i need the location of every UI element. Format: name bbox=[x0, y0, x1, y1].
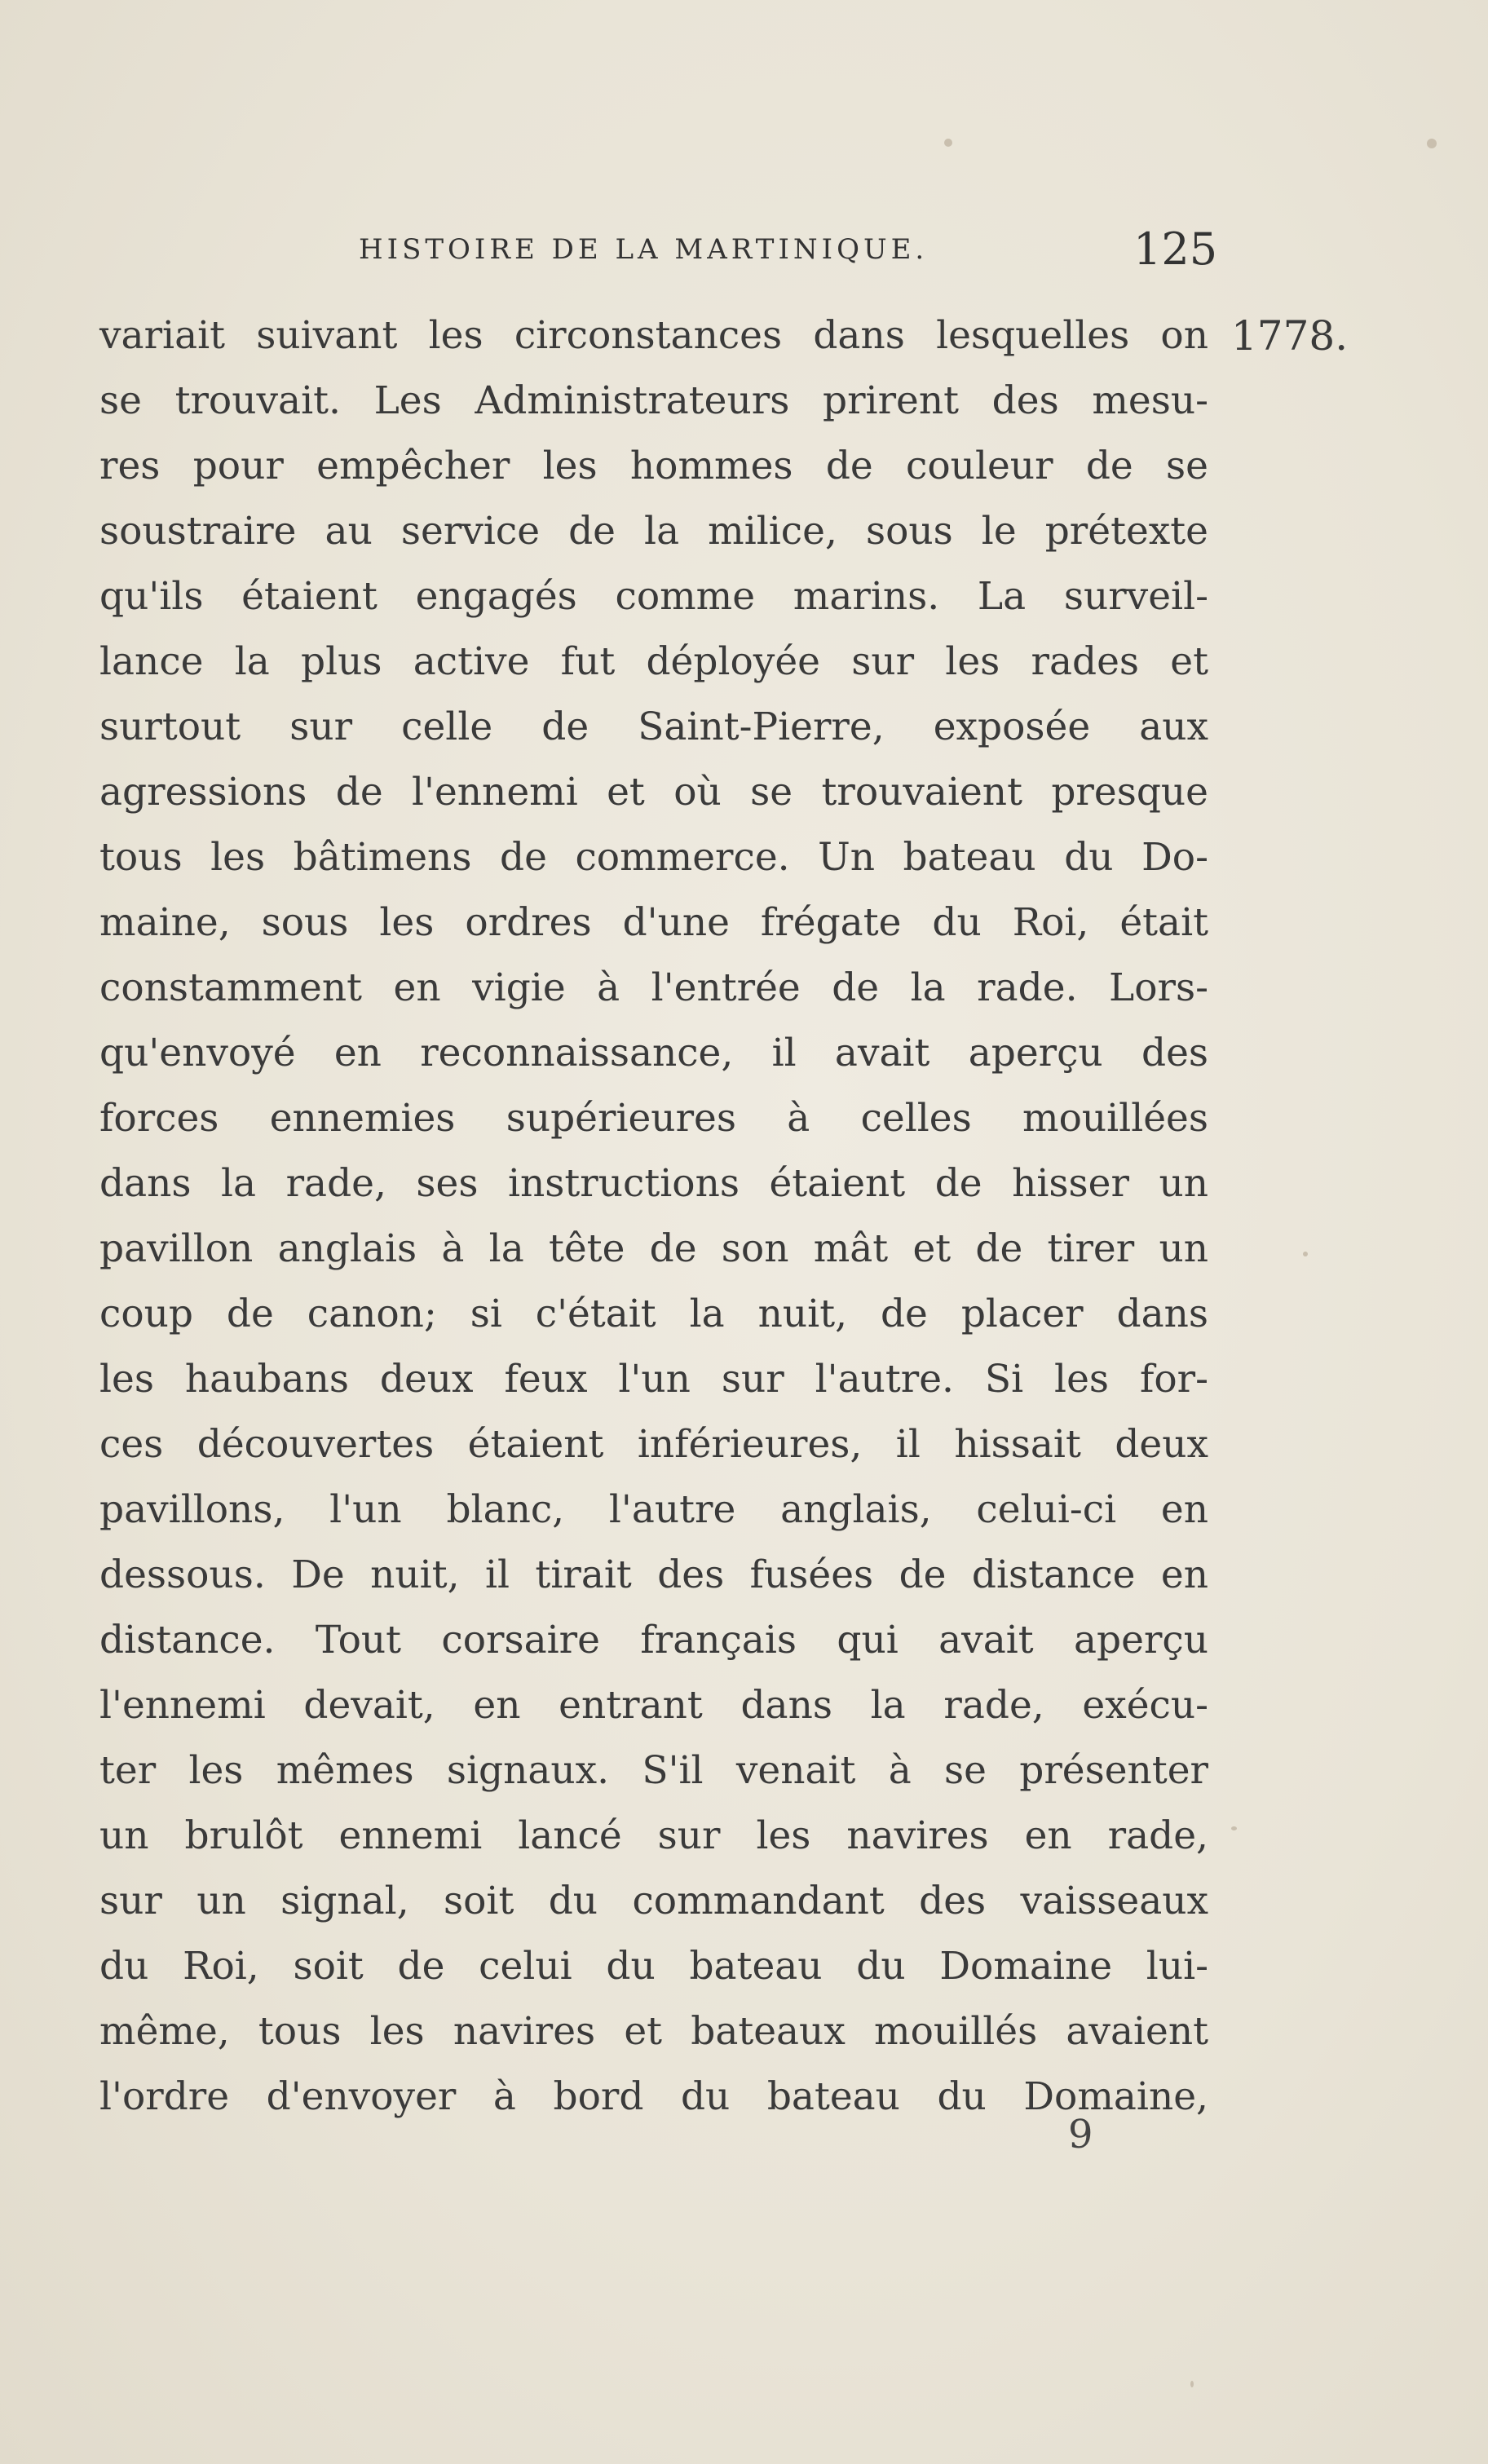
text-line: constamment en vigie à l'entrée de la rade. Lors- bbox=[99, 965, 1208, 1010]
text-line: coup de canon; si c'était la nuit, de placer dans bbox=[99, 1292, 1208, 1336]
text-line: lance la plus active fut déployée sur les rades et bbox=[99, 639, 1208, 684]
text-line: qu'envoyé en reconnaissance, il avait aperçu des bbox=[99, 1031, 1208, 1075]
text-line: pavillon anglais à la tête de son mât et de tirer un bbox=[99, 1226, 1208, 1271]
text-line: pavillons, l'un blanc, l'autre anglais, celui-ci en bbox=[99, 1487, 1208, 1532]
text-line: un brulôt ennemi lancé sur les navires en rade, bbox=[99, 1813, 1208, 1858]
paper-speck bbox=[1427, 139, 1437, 148]
page-number: 125 bbox=[1133, 223, 1218, 275]
text-line: soustraire au service de la milice, sous le prétexte bbox=[99, 509, 1208, 554]
text-line: variait suivant les circonstances dans lesquelles on bbox=[99, 313, 1208, 358]
paper-speck bbox=[1231, 1826, 1237, 1830]
margin-year-note: 1778. bbox=[1231, 312, 1349, 360]
text-line: se trouvait. Les Administrateurs prirent des mesu- bbox=[99, 378, 1208, 423]
text-line: forces ennemies supérieures à celles mouillées bbox=[99, 1096, 1208, 1141]
text-line: ces découvertes étaient inférieures, il hissait deux bbox=[99, 1422, 1208, 1467]
paper-speck bbox=[1303, 1252, 1308, 1256]
running-title: HISTOIRE DE LA MARTINIQUE. bbox=[359, 233, 929, 266]
text-line: dans la rade, ses instructions étaient de hisser un bbox=[99, 1161, 1208, 1206]
text-line: maine, sous les ordres d'une frégate du Roi, était bbox=[99, 900, 1208, 945]
paper-speck bbox=[944, 139, 952, 147]
text-line: les haubans deux feux l'un sur l'autre. Si les for- bbox=[99, 1357, 1208, 1402]
text-line: du Roi, soit de celui du bateau du Domaine lui- bbox=[99, 1944, 1208, 1989]
signature-mark: 9 bbox=[1068, 2112, 1093, 2157]
page-header bbox=[0, 223, 1488, 279]
text-line: distance. Tout corsaire français qui avait aperçu bbox=[99, 1618, 1208, 1663]
text-line: ter les mêmes signaux. S'il venait à se présenter bbox=[99, 1748, 1208, 1793]
text-line: agressions de l'ennemi et où se trouvaient presque bbox=[99, 770, 1208, 815]
text-line: surtout sur celle de Saint-Pierre, exposée aux bbox=[99, 704, 1208, 749]
text-line: l'ordre d'envoyer à bord du bateau du Domaine, bbox=[99, 2074, 1208, 2119]
text-line: sur un signal, soit du commandant des vaisseaux bbox=[99, 1879, 1208, 1923]
text-line: tous les bâtimens de commerce. Un bateau du Do- bbox=[99, 835, 1208, 880]
paper-speck bbox=[1190, 2381, 1194, 2387]
text-line: dessous. De nuit, il tirait des fusées de distance en bbox=[99, 1552, 1208, 1597]
text-line: l'ennemi devait, en entrant dans la rade, exécu- bbox=[99, 1683, 1208, 1728]
body-text bbox=[99, 303, 1208, 2130]
text-line: qu'ils étaient engagés comme marins. La surveil- bbox=[99, 574, 1208, 619]
text-line: res pour empêcher les hommes de couleur de se bbox=[99, 444, 1208, 488]
text-line: même, tous les navires et bateaux mouillés avaient bbox=[99, 2009, 1208, 2054]
